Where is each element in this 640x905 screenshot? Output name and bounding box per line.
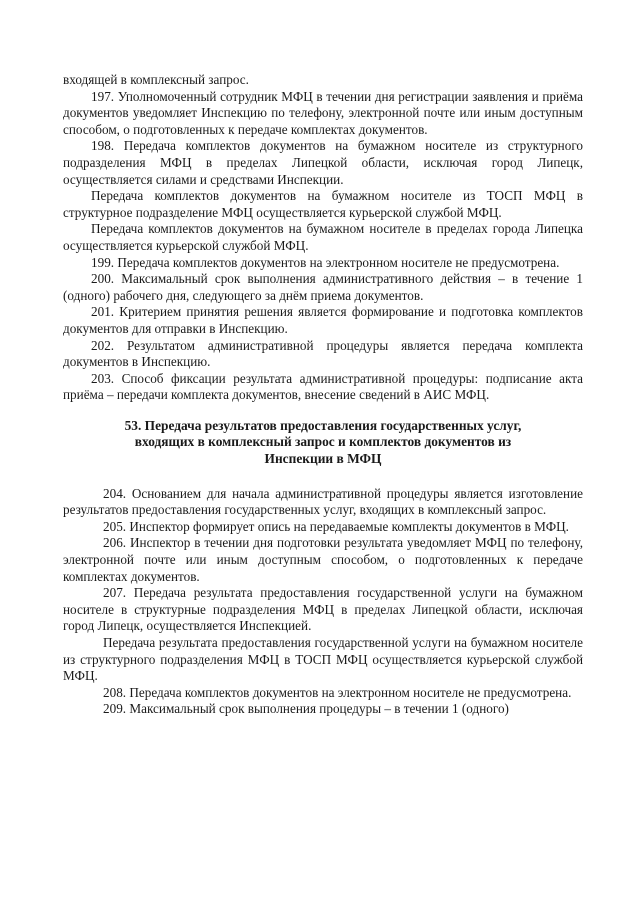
paragraph-198-tosp: Передача комплектов документов на бумажном носителе из ТОСП МФЦ в структурное подразделение МФЦ осуществляется курьерской службой МФЦ. — [63, 188, 583, 220]
paragraph-208: 208. Передача комплектов документов на электронном носителе не предусмотрена. — [103, 684, 572, 700]
paragraph-209: 209. Максимальный срок выполнения процедуры – в течении 1 (одного) — [103, 701, 509, 717]
paragraph-204: 204. Основанием для начала административной процедуры является изготовление результатов предоставления государственных услуг, входящих в комплексный запрос. — [63, 485, 583, 518]
paragraph-200: 200. Максимальный срок выполнения административного действия – в течение 1 (одного) рабочего дня, следующего за днём приема документов. — [63, 271, 583, 303]
section-heading-53: 53. Передача результатов предоставления государственных услуг, входящих в комплексный запрос и комплектов документов из Инспекции в МФЦ — [124, 417, 522, 467]
paragraph-197: 197. Уполномоченный сотрудник МФЦ в течении дня регистрации заявления и приёма документов уведомляет Инспекцию по телефону, электронной почте или иным доступным способом, о подготовленных к передаче комплектах документов. — [63, 88, 583, 137]
paragraph-206: 206. Инспектор в течении дня подготовки результата уведомляет МФЦ по телефону, электронной почте или иным доступным способом, о подготовленных к передаче комплектах документов. — [63, 535, 583, 584]
paragraph-205: 205. Инспектор формирует опись на передаваемые комплекты документов в МФЦ. — [103, 518, 569, 534]
paragraph-203: 203. Способ фиксации результата административной процедуры: подписание акта приёма – передачи комплекта документов, внесение сведений в АИС МФЦ. — [63, 370, 583, 403]
paragraph-198-lipetsk: Передача комплектов документов на бумажном носителе в пределах города Липецка осуществляется курьерской службой МФЦ. — [63, 221, 583, 253]
document-page — [63, 72, 583, 718]
paragraph-207: 207. Передача результата предоставления государственной услуги на бумажном носителе в структурные подразделения МФЦ в пределах Липецкой области, исключая город Липецк, осуществляется Инспекцией. — [63, 585, 583, 634]
paragraph-198: 198. Передача комплектов документов на бумажном носителе из структурного подразделения МФЦ в пределах Липецкой области, исключая город Липецк, осуществляется силами и средствами Инспекции. — [63, 138, 583, 187]
paragraph-199: 199. Передача комплектов документов на электронном носителе не предусмотрена. — [91, 254, 560, 270]
paragraph-202: 202. Результатом административной процедуры является передача комплекта документов в Инспекцию. — [63, 337, 583, 370]
paragraph-201: 201. Критерием принятия решения является формирование и подготовка комплектов документов для отправки в Инспекцию. — [63, 304, 583, 336]
paragraph-207-tosp: Передача результата предоставления государственной услуги на бумажном носителе из структурного подразделения МФЦ в ТОСП МФЦ осуществляется курьерской службой МФЦ. — [63, 635, 583, 684]
paragraph-continuation: входящей в комплексный запрос. — [63, 72, 249, 87]
